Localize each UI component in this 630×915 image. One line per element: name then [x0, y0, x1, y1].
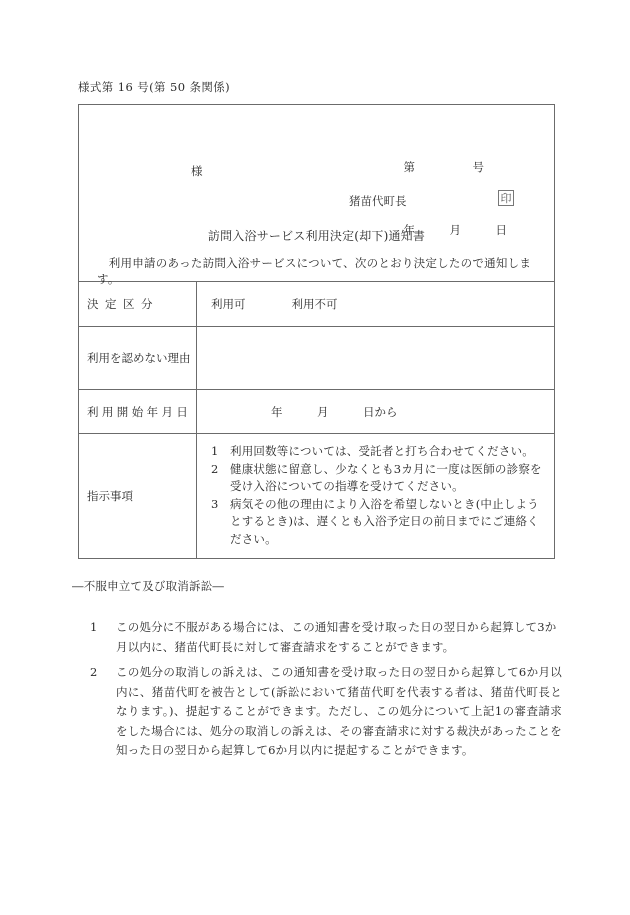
document-date: 年 月 日: [403, 223, 507, 237]
instruction-text: 健康状態に留意し、少なくとも3カ月に一度は医師の診察を受け入浴についての指導を受けてください。: [230, 461, 542, 493]
reason-value: [197, 327, 554, 389]
document-number: 第 号: [403, 160, 484, 174]
addressee-line: 様: [191, 164, 203, 178]
form-number: 様式第 16 号(第 50 条関係): [78, 80, 231, 94]
intro-paragraph: 利用申請のあった訪問入浴サービスについて、次のとおり決定したので通知します。: [97, 256, 532, 286]
appeal-item-text: この処分の取消しの訴えは、この通知書を受け取った日の翌日から起算して6か月以内に、猪苗代町を被告として(訴訟において猪苗代町を代表する者は、猪苗代町長となります。)、提起することができます。ただし、この処分について上記1の審査請求をした場合には、処分の取消しの訴えは、その審査請求に対する裁決があったことを知った日の翌日から起算して6か月以内に提起することができます。: [116, 665, 562, 757]
notification-box: [78, 104, 555, 559]
table-row-reason: [79, 326, 554, 389]
appeal-item-number: 2: [90, 665, 98, 679]
appeal-item-text: この処分に不服がある場合には、この通知書を受け取った日の翌日から起算して3か月以内に、猪苗代町長に対して審査請求をすることができます。: [116, 620, 557, 654]
instructions-list: [197, 434, 554, 558]
appeal-item: [84, 618, 562, 657]
issuer-name: 猪苗代町長: [349, 194, 407, 208]
table-row-decision: [79, 281, 554, 326]
table-row-start-date: [79, 389, 554, 433]
instruction-text: 病気その他の理由により入浴を希望しないとき(中止しようとするとき)は、遅くとも入浴予定日の前日までにご連絡ください。: [230, 496, 539, 546]
decision-label: 決定区分: [79, 282, 197, 326]
seal-icon: 印: [498, 190, 514, 206]
instruction-item: [211, 461, 544, 496]
instruction-number: 3: [211, 496, 219, 511]
instruction-number: 2: [211, 461, 219, 476]
letterhead: [79, 105, 554, 286]
instructions-label: 指示事項: [79, 434, 197, 558]
instruction-text: 利用回数等については、受託者と打ち合わせてください。: [230, 444, 534, 458]
reason-label: 利用を認めない理由: [79, 327, 197, 389]
instruction-item: [211, 443, 544, 461]
instruction-number: 1: [211, 444, 219, 458]
appeal-section: [84, 618, 562, 767]
appeal-section-title: ―不服申立て及び取消訴訟―: [72, 579, 225, 593]
decision-value: 利用可 利用不可: [211, 297, 338, 311]
start-date-value: 年 月 日から: [271, 404, 398, 419]
instruction-item: [211, 496, 544, 549]
appeal-item-number: 1: [90, 620, 98, 634]
start-date-label: 利用開始年月日: [79, 390, 197, 433]
appeal-item: [84, 663, 562, 761]
table-row-instructions: [79, 433, 554, 558]
document-title: 訪問入浴サービス利用決定(却下)通知書: [207, 229, 426, 243]
